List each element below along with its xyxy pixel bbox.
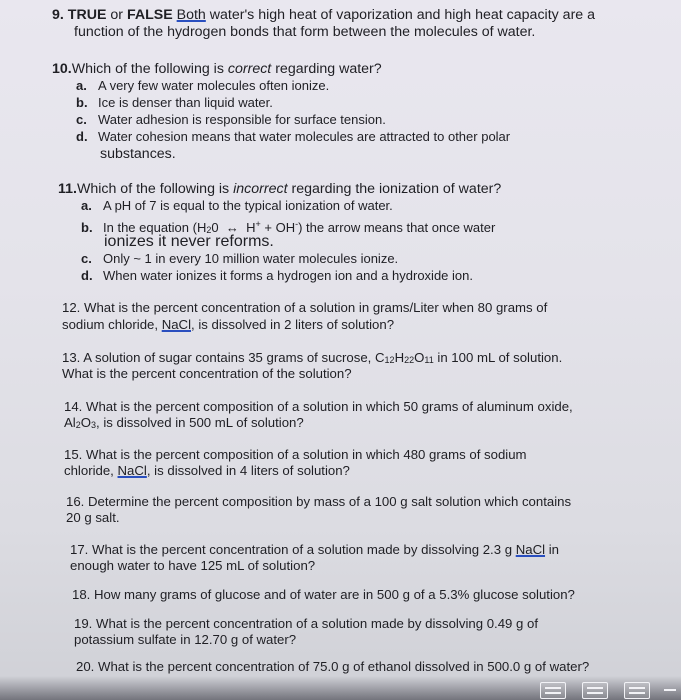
question-17-line-1: 17. What is the percent concentration of a solution made by dissolving 2.3 g NaCl in	[70, 542, 559, 557]
question-19-line-2: potassium sulfate in 12.70 g of water?	[74, 632, 297, 647]
question-11-option-b-continued: ionizes it never reforms.	[104, 233, 274, 250]
notes-icon[interactable]	[624, 682, 650, 699]
question-9-line-1: 9. TRUE or FALSE Both water's high heat of vaporization and high heat capacity are a	[52, 7, 596, 23]
question-13-line-1: 13. A solution of sugar contains 35 grams of sucrose, $C_{12}H_{22}O_{11}$ in 100 mL of solution.	[62, 350, 563, 365]
question-11-option-b: b. In the equation ($H_20$ ↔ H+ + OH-) the arrow means that once water	[81, 219, 496, 235]
question-9-line-2: function of the hydrogen bonds that form between the molecules of water.	[74, 24, 536, 40]
minus-icon[interactable]	[664, 689, 676, 691]
question-16-line-2: 20 g salt.	[66, 510, 120, 525]
equilibrium-arrow: ↔	[225, 220, 239, 235]
question-15-line-1: 15. What is the percent composition of a solution in which 480 grams of sodium	[64, 447, 527, 462]
question-13-line-2: What is the percent concentration of the solution?	[62, 366, 352, 381]
question-12-line-1: 12. What is the percent concentration of a solution in grams/Liter when 80 grams of	[62, 300, 548, 315]
viewer-toolbar	[0, 676, 681, 700]
question-11-option-d: d. When water ionizes it forms a hydrogen ion and a hydroxide ion.	[81, 268, 473, 283]
question-11-stem: 11.Which of the following is incorrect regarding the ionization of water?	[58, 181, 502, 197]
question-11-option-c: c. Only ~ 1 in every 10 million water molecules ionize.	[81, 251, 399, 266]
question-19-line-1: 19. What is the percent concentration of a solution made by dissolving 0.49 g of	[74, 616, 539, 631]
question-15-line-2: chloride, NaCl, is dissolved in 4 liters of solution?	[64, 463, 350, 478]
question-10-option-d: d. Water cohesion means that water molecules are attracted to other polar	[76, 129, 511, 144]
question-10-option-c: c. Water adhesion is responsible for surface tension.	[76, 112, 386, 127]
question-20-line-1: 20. What is the percent concentration of 75.0 g of ethanol dissolved in 500.0 g of water?	[76, 659, 590, 674]
question-11-option-a: a. A pH of 7 is equal to the typical ionization of water.	[81, 198, 393, 213]
question-10-option-d-continued: substances.	[100, 146, 176, 162]
question-10-stem: 10.Which of the following is correct regarding water?	[52, 61, 382, 77]
question-12-line-2: sodium chloride, NaCl, is dissolved in 2 liters of solution?	[62, 317, 395, 332]
question-16-line-1: 16. Determine the percent composition by mass of a 100 g salt solution which contains	[66, 494, 572, 509]
question-14-line-2: $Al_2O_3$, is dissolved in 500 mL of solution?	[64, 415, 304, 430]
question-17-line-2: enough water to have 125 mL of solution?	[70, 558, 316, 573]
question-10-option-b: b. Ice is denser than liquid water.	[76, 95, 273, 110]
grid-view-icon[interactable]	[540, 682, 566, 699]
question-10-option-a: a. A very few water molecules often ionize.	[76, 78, 330, 93]
question-14-line-1: 14. What is the percent composition of a solution in which 50 grams of aluminum oxide,	[64, 399, 573, 414]
list-view-icon[interactable]	[582, 682, 608, 699]
question-18-line-1: 18. How many grams of glucose and of water are in 500 g of a 5.3% glucose solution?	[72, 587, 575, 602]
underlined-word: Both	[176, 7, 206, 23]
